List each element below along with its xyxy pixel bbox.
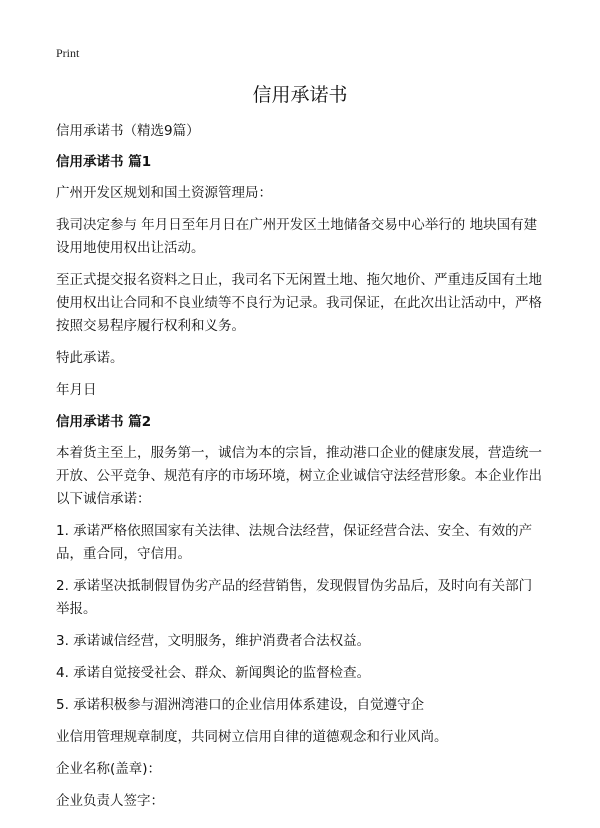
signature-line: 企业负责人签字： — [56, 793, 164, 809]
list-item: 3. 承诺诚信经营，文明服务，维护消费者合法权益。 — [56, 633, 371, 649]
paragraph: 业信用管理规章制度，共同树立信用自律的道德观念和行业风尚。 — [56, 729, 448, 745]
paragraph: 年月日 — [56, 382, 97, 398]
paragraph: 特此承诺。 — [56, 350, 124, 366]
paragraph: 至正式提交报名资料之日止，我司名下无闲置土地、拖欠地价、严重违反国有土地使用权出让合同和不良业绩等不良行为记录。我司保证，在此次出让活动中，严格按照交易程序履行权利和义务。 — [56, 272, 542, 334]
paragraph: 我司决定参与 年月日至年月日在广州开发区土地储备交易中心举行的 地块国有建设用地使用权出让活动。 — [56, 217, 538, 256]
list-item: 5. 承诺积极参与湄洲湾港口的企业信用体系建设，自觉遵守企 — [56, 697, 425, 713]
company-name-line: 企业名称(盖章)： — [56, 761, 162, 777]
section-heading-1: 信用承诺书 篇1 — [56, 154, 152, 170]
list-item: 1. 承诺严格依照国家有关法律、法规合法经营，保证经营合法、安全、有效的产品，重合同，守信用。 — [56, 523, 533, 562]
paragraph: 本着货主至上，服务第一，诚信为本的宗旨，推动港口企业的健康发展，营造统一开放、公平竞争、规范有序的市场环境，树立企业诚信守法经营形象。本企业作出以下诚信承诺： — [56, 445, 542, 507]
list-item: 4. 承诺自觉接受社会、群众、新闻舆论的监督检查。 — [56, 665, 371, 681]
paragraph: 广州开发区规划和国土资源管理局： — [56, 185, 272, 201]
document-title: 信用承诺书 — [252, 84, 348, 106]
section-heading-2: 信用承诺书 篇2 — [56, 414, 152, 430]
list-item: 2. 承诺坚决抵制假冒伪劣产品的经营销售，发现假冒伪劣品后，及时向有关部门举报。 — [56, 578, 533, 617]
document-body — [56, 120, 542, 822]
print-link[interactable]: Print — [56, 46, 80, 60]
document-subtitle: 信用承诺书（精选9篇） — [56, 123, 200, 139]
